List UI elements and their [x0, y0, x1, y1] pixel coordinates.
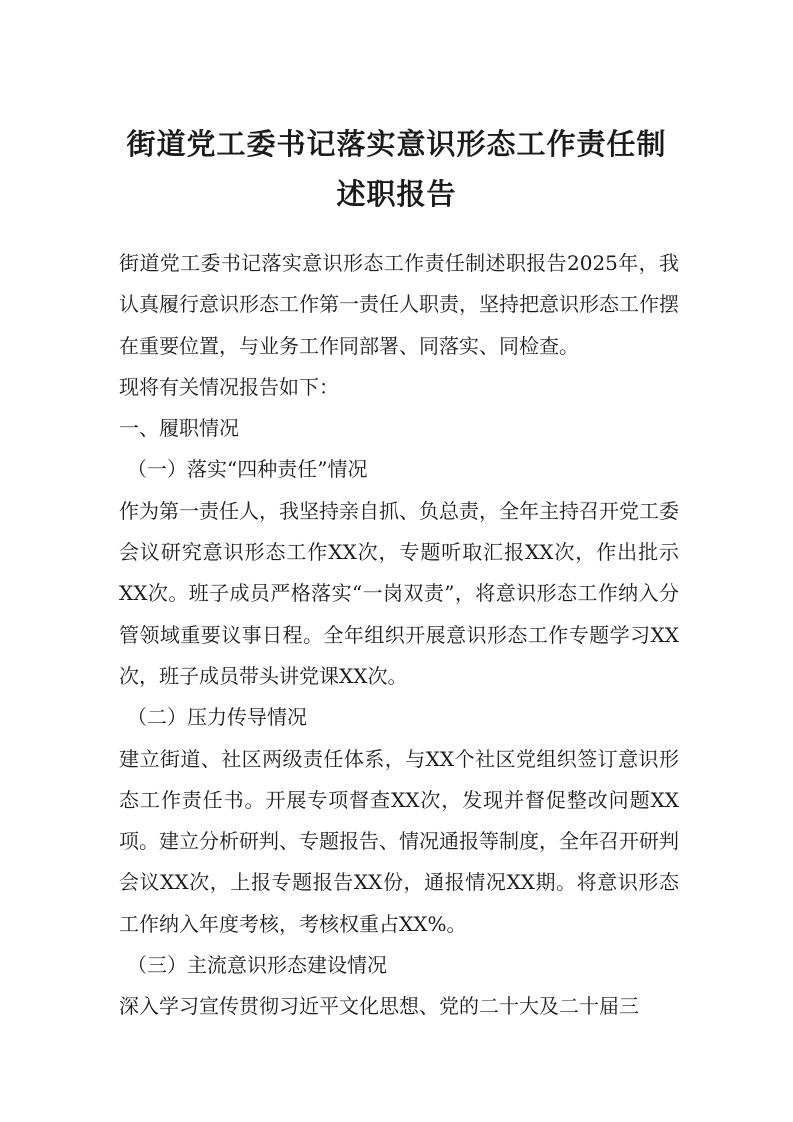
subsection-heading-responsibilities: （一）落实“四种责任”情况	[127, 457, 368, 482]
intro-closing-line: 现将有关情况报告如下：	[119, 374, 339, 399]
subsection-heading-pressure: （二）压力传导情况	[127, 705, 307, 730]
subsection-paragraph-pressure: 建立街道、社区两级责任体系，与XX个社区党组织签订意识形态工作责任书。开展专项督查XX次，发现并督促整改问题XX项。建立分析研判、专题报告、情况通报等制度，全年召开研判会议XX次，上报专题报告XX份，通报情况XX期。将意识形态工作纳入年度考核，考核权重占XX%。	[119, 746, 679, 936]
section-heading-performance: 一、履职情况	[119, 416, 239, 441]
intro-paragraph: 街道党工委书记落实意识形态工作责任制述职报告2025年，我认真履行意识形态工作第一责任人职责，坚持把意识形态工作摆在重要位置，与业务工作同部署、同落实、同检查。	[119, 251, 679, 358]
subsection-paragraph-responsibilities: 作为第一责任人，我坚持亲自抓、负总责，全年主持召开党工委会议研究意识形态工作XX次，专题听取汇报XX次，作出批示XX次。班子成员严格落实“一岗双责”，将意识形态工作纳入分管领域重要议事日程。全年组织开展意识形态工作专题学习XX次，班子成员带头讲党课XX次。	[119, 498, 679, 688]
document-title-line-1: 街道党工委书记落实意识形态工作责任制	[126, 127, 667, 161]
subsection-heading-mainstream-ideology: （三）主流意识形态建设情况	[127, 953, 387, 978]
document-title-line-2: 述职报告	[336, 177, 457, 211]
subsection-paragraph-mainstream-ideology: 深入学习宣传贯彻习近平文化思想、党的二十大及二十届三	[119, 994, 639, 1019]
document-body	[119, 243, 679, 1028]
